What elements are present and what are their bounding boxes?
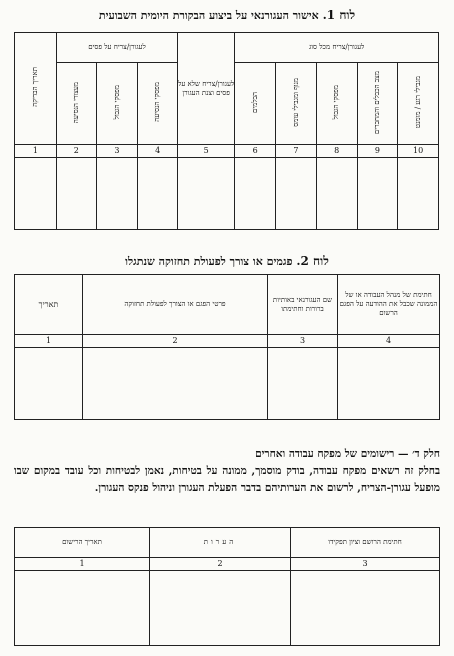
table2-title-text: פגמים או צורך לפעולת תחזוקה שנתגלו <box>125 255 293 268</box>
table1-num-3: 3 <box>96 145 138 158</box>
table1-num-2: 2 <box>56 145 96 158</box>
table2-header-1: תאריך <box>15 275 83 335</box>
table3-num-1: 1 <box>15 558 150 571</box>
table1-vheader-8: מפסקי הגבול <box>332 84 341 120</box>
table1-vheader-9: מצב הכבלים והמחברים <box>373 70 382 134</box>
table2 <box>14 274 440 420</box>
table2-header-2: פרטי הפגם או הצורך לפעולת תחזוקה <box>83 275 268 335</box>
table1-title-label: לוח 1. <box>322 8 356 22</box>
table2-num-3: 3 <box>268 335 338 348</box>
section-d-body: בחלק זה רשאים מפקח עבודה, בודק מוסמך, ממונה על בטיחות, נאמן לבטיחות וכל עובד במקום שבו מופעל עגורן-הצריח, לרשום את הערותיהם בדבר הפעלת העגורן וניהול פנקס העגורן. <box>14 465 440 494</box>
table2-num-1: 1 <box>15 335 83 348</box>
table1-num-7: 7 <box>276 145 317 158</box>
table1-cell[interactable] <box>276 158 317 230</box>
table3-num-3: 3 <box>291 558 440 571</box>
table3-header-3: חתימת הרושם וציון תפקידו <box>291 528 440 558</box>
table3 <box>14 527 440 646</box>
table1-col1-header <box>15 33 57 145</box>
table1-cell[interactable] <box>138 158 178 230</box>
table1-num-10: 10 <box>398 145 439 158</box>
table1-col10-header <box>398 63 439 145</box>
table1-cell[interactable] <box>235 158 276 230</box>
table1-col5-header: לעגורן/צריח שלא על פסים וצנת העגורן <box>178 33 235 145</box>
table3-num-2: 2 <box>150 558 291 571</box>
table1-vheader-7: מנוף ומגבילי עומס <box>291 77 300 127</box>
table1-title-text: אישור העגורנאי על ביצוע הבקורת היומית השבועית <box>98 9 319 22</box>
table1-cell[interactable] <box>56 158 96 230</box>
table1-cell[interactable] <box>316 158 357 230</box>
table1-group-right: לעגורן/צריח על פסים <box>56 33 177 63</box>
table1-col6-header <box>235 63 276 145</box>
table1-col9-header <box>357 63 398 145</box>
table2-num-2: 2 <box>83 335 268 348</box>
table1-col8-header <box>316 63 357 145</box>
table1-cell[interactable] <box>15 158 57 230</box>
table1-num-4: 4 <box>138 145 178 158</box>
table1-col4-header <box>138 63 178 145</box>
table1-num-1: 1 <box>15 145 57 158</box>
table3-cell[interactable] <box>291 571 440 646</box>
table3-empty-row <box>15 571 440 646</box>
table1 <box>14 32 439 230</box>
table2-cell[interactable] <box>15 348 83 420</box>
section-d-heading: חלק ד׳ — רישומים של מפקח עבודה ואחרים <box>255 448 440 460</box>
table1-num-8: 8 <box>316 145 357 158</box>
table1-col2-header <box>56 63 96 145</box>
table2-header-4: חתימת של מנהל העבודה או של הממונה שכבל את ההודעה על הפגם הרשום <box>338 275 440 335</box>
table2-title-label: לוח 2. <box>296 254 329 268</box>
table1-title <box>0 8 454 23</box>
table2-cell[interactable] <box>338 348 440 420</box>
table1-cell[interactable] <box>357 158 398 230</box>
table1-cell[interactable] <box>96 158 138 230</box>
table1-vheader-2: מעצורי הנסיעה <box>71 81 80 123</box>
table1-col3-header <box>96 63 138 145</box>
table1-vheader-10: מגבילי רגע / מומנט <box>413 76 422 129</box>
table2-cell[interactable] <box>83 348 268 420</box>
table2-num-4: 4 <box>338 335 440 348</box>
table1-num-9: 9 <box>357 145 398 158</box>
table1-vheader-1: תאריך הבדיקה <box>31 67 40 108</box>
table2-header-3: שם העגורנאי באותיות ברורות וחתימתו <box>268 275 338 335</box>
table2-cell[interactable] <box>268 348 338 420</box>
table3-cell[interactable] <box>150 571 291 646</box>
table1-num-5: 5 <box>178 145 235 158</box>
table3-cell[interactable] <box>15 571 150 646</box>
table1-num-6: 6 <box>235 145 276 158</box>
table1-cell[interactable] <box>398 158 439 230</box>
table2-empty-row <box>15 348 440 420</box>
table1-vheader-4: מפסקי הנסיעה <box>153 82 162 122</box>
table3-header-2: הערות <box>150 528 291 558</box>
table1-vheader-6: הבלמים <box>250 91 259 113</box>
table1-vheader-3: מפסקי הגבול <box>112 84 121 120</box>
section-d <box>14 446 440 497</box>
table1-col7-header <box>276 63 317 145</box>
table1-cell[interactable] <box>178 158 235 230</box>
table2-title <box>0 254 454 269</box>
table3-header-1: תאריך הרישום <box>15 528 150 558</box>
table1-empty-row <box>15 158 439 230</box>
table1-group-left: לעגורן/צריח מכל סוג <box>235 33 439 63</box>
